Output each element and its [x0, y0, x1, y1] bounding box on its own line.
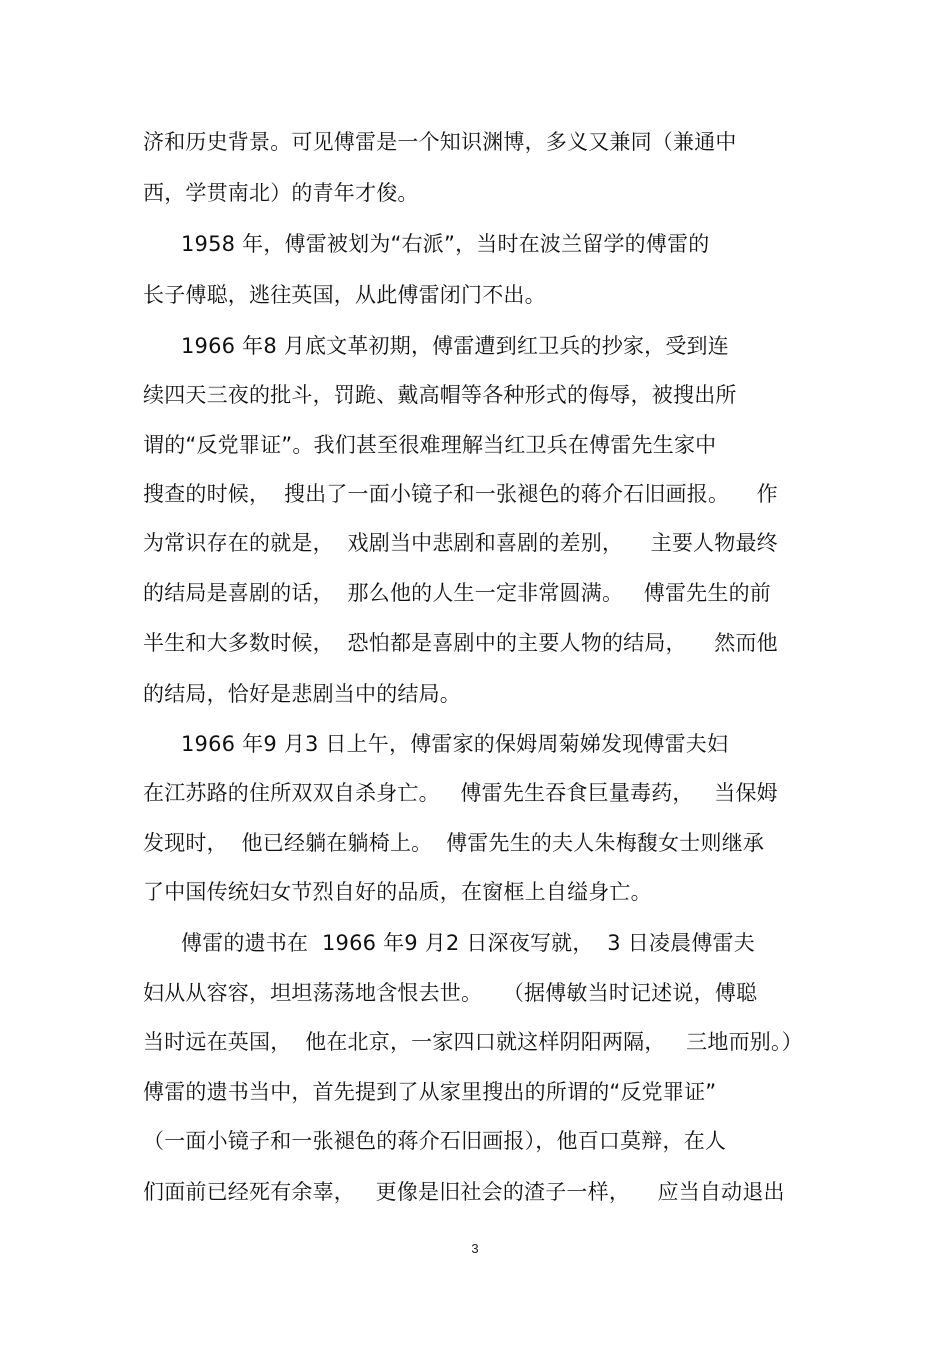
text-line: 为常识存在的就是， 戏剧当中悲剧和喜剧的差别， 主要人物最终: [143, 531, 778, 555]
text-line: 了中国传统妇女节烈自好的品质，在窗框上自缢身亡。: [143, 880, 652, 904]
page-number: 3: [471, 1241, 479, 1256]
text-line: 搜查的时候， 搜出了一面小镜子和一张褪色的蒋介石旧画报。 作: [143, 482, 778, 506]
paragraph-first-line: 1966 年8 月底文革初期，傅雷遭到红卫兵的抄家，受到连: [181, 334, 729, 358]
text-line: 长子傅聪，逃往英国，从此傅雷闭门不出。: [143, 283, 546, 307]
text-line: 在江苏路的住所双双自杀身亡。 傅雷先生吞食巨量毒药， 当保姆: [143, 781, 778, 805]
text-line: 续四天三夜的批斗，罚跪、戴高帽等各种形式的侮辱，被搜出所: [143, 383, 737, 407]
text-line: 的结局，恰好是悲剧当中的结局。: [143, 682, 461, 706]
text-line: 的结局是喜剧的话， 那么他的人生一定非常圆满。 傅雷先生的前: [143, 581, 771, 605]
paragraph-first-line: 1966 年9 月3 日上午，傅雷家的保姆周菊娣发现傅雷夫妇: [181, 732, 729, 756]
text-line: （一面小镜子和一张褪色的蒋介石旧画报），他百口莫辩，在人: [143, 1129, 727, 1153]
text-line: 们面前已经死有余辜， 更像是旧社会的渣子一样， 应当自动退出: [143, 1180, 785, 1204]
text-line: 谓的“反党罪证”。我们甚至很难理解当红卫兵在傅雷先生家中: [143, 433, 717, 457]
text-line: 半生和大多数时候， 恐怕都是喜剧中的主要人物的结局， 然而他: [143, 631, 778, 655]
paragraph-first-line: 1958 年，傅雷被划为“右派”，当时在波兰留学的傅雷的: [181, 232, 710, 256]
text-line: 发现时， 他已经躺在躺椅上。 傅雷先生的夫人朱梅馥女士则继承: [143, 831, 765, 855]
text-line: 西，学贯南北）的青年才俊。: [143, 181, 419, 205]
text-line: 济和历史背景。可见傅雷是一个知识渊博，多义又兼同（兼通中: [143, 130, 737, 154]
paragraph-first-line: 傅雷的遗书在 1966 年9 月2 日深夜写就， 3 日凌晨傅雷夫: [181, 931, 755, 955]
text-line: 当时远在英国， 他在北京，一家四口就这样阴阳两隔， 三地而别。）: [143, 1030, 803, 1054]
text-line: 傅雷的遗书当中，首先提到了从家里搜出的所谓的“反党罪证”: [143, 1080, 717, 1104]
text-line: 妇从从容容，坦坦荡荡地含恨去世。 （据傅敏当时记述说，傅聪: [143, 981, 758, 1005]
